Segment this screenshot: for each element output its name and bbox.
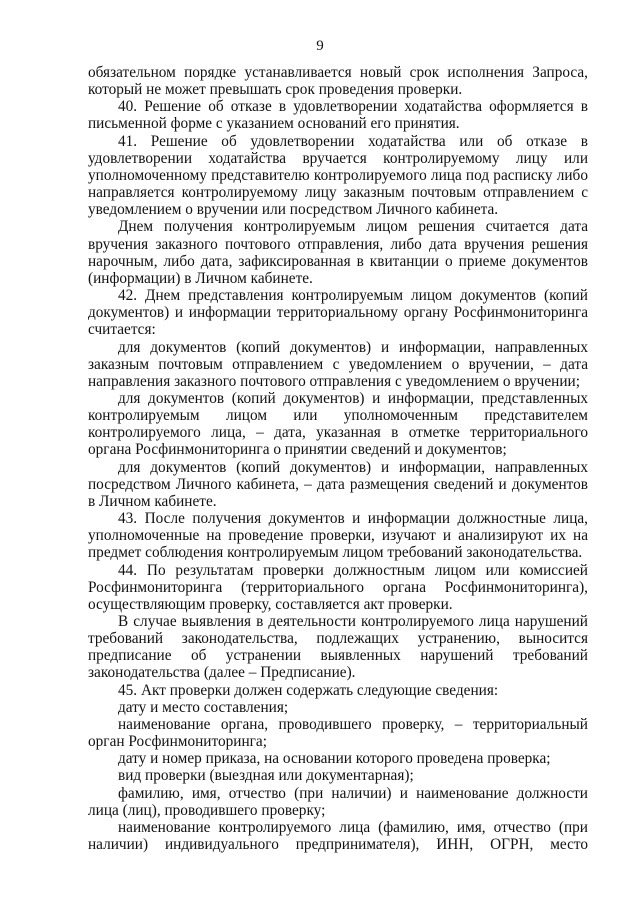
act-item-date-place: дату и место составления; <box>118 698 289 716</box>
act-item-check-type: вид проверки (выездная или документарная); <box>118 767 414 785</box>
paragraph-42: 42. Днем представления контролируемым лицом документов (копий документов) и информации территориальному органу Росфинмониторинга считается: <box>88 287 588 339</box>
paragraph-45: 45. Акт проверки должен содержать следующие сведения: <box>118 681 499 699</box>
paragraph-40: 40. Решение об отказе в удовлетворении ходатайства оформляется в письменной форме с указанием оснований его принятия. <box>88 98 588 133</box>
act-item-controlled-entity: наименование контролируемого лица (фамилию, имя, отчество (при наличии) индивидуального предпринимателя), ИНН, ОГРН, место <box>88 818 588 854</box>
paragraph-41: 41. Решение об удовлетворении ходатайства или об отказе в удовлетворении ходатайства вручается контролируемому лицу или уполномоченному представителю контролируемого лица под расписку либо направляется контролируемому лицу заказным почтовым отправлением с уведомлением о вручении или посредством Личного кабинета. <box>88 132 588 219</box>
page-number: 9 <box>316 38 324 54</box>
act-item-order: дату и номер приказа, на основании которого проведена проверка; <box>118 750 551 768</box>
act-item-inspector: фамилию, имя, отчество (при наличии) и наименование должности лица (лиц), проводившего проверку; <box>88 784 588 819</box>
paragraph-42-personal-account: для документов (копий документов) и информации, направленных посредством Личного кабинета, – дата размещения сведений и документов в Личном кабинете. <box>88 458 588 510</box>
paragraph-continuation: обязательном порядке устанавливается новый срок исполнения Запроса, который не может превышать срок проведения проверки. <box>88 64 588 99</box>
paragraph-42-in-person: для документов (копий документов) и информации, представленных контролируемым лицом или уполномоченным представителем контролируемого лица, – дата, указанная в отметке территориального органа Росфинмониторинга о принятии сведений и документов; <box>88 389 588 459</box>
paragraph-41-receipt-date: Днем получения контролируемым лицом решения считается дата вручения заказного почтового отправления, либо дата вручения решения нарочным, либо дата, зафиксированная в квитанции о приеме документов (информации) в Личном кабинете. <box>88 218 588 287</box>
paragraph-44: 44. По результатам проверки должностным лицом или комиссией Росфинмониторинга (территориального органа Росфинмониторинга), осуществляющим проверку, составляется акт проверки. <box>88 561 588 613</box>
document-body <box>88 64 588 853</box>
act-item-authority: наименование органа, проводившего проверку, – территориальный орган Росфинмониторинга; <box>88 715 588 751</box>
paragraph-42-postal: для документов (копий документов) и информации, направленных заказным почтовым отправлением с уведомлением о вручении, – дата направления заказного почтового отправления с уведомлением о вручении; <box>88 338 588 390</box>
paragraph-44-violations: В случае выявления в деятельности контролируемого лица нарушений требований законодательства, подлежащих устранению, выносится предписание об устранении выявленных нарушений требований законодательства (далее – Предписание). <box>88 613 588 682</box>
paragraph-43: 43. После получения документов и информации должностные лица, уполномоченные на проведение проверки, изучают и анализируют их на предмет соблюдения контролируемым лицом требований законодательства. <box>88 510 588 562</box>
